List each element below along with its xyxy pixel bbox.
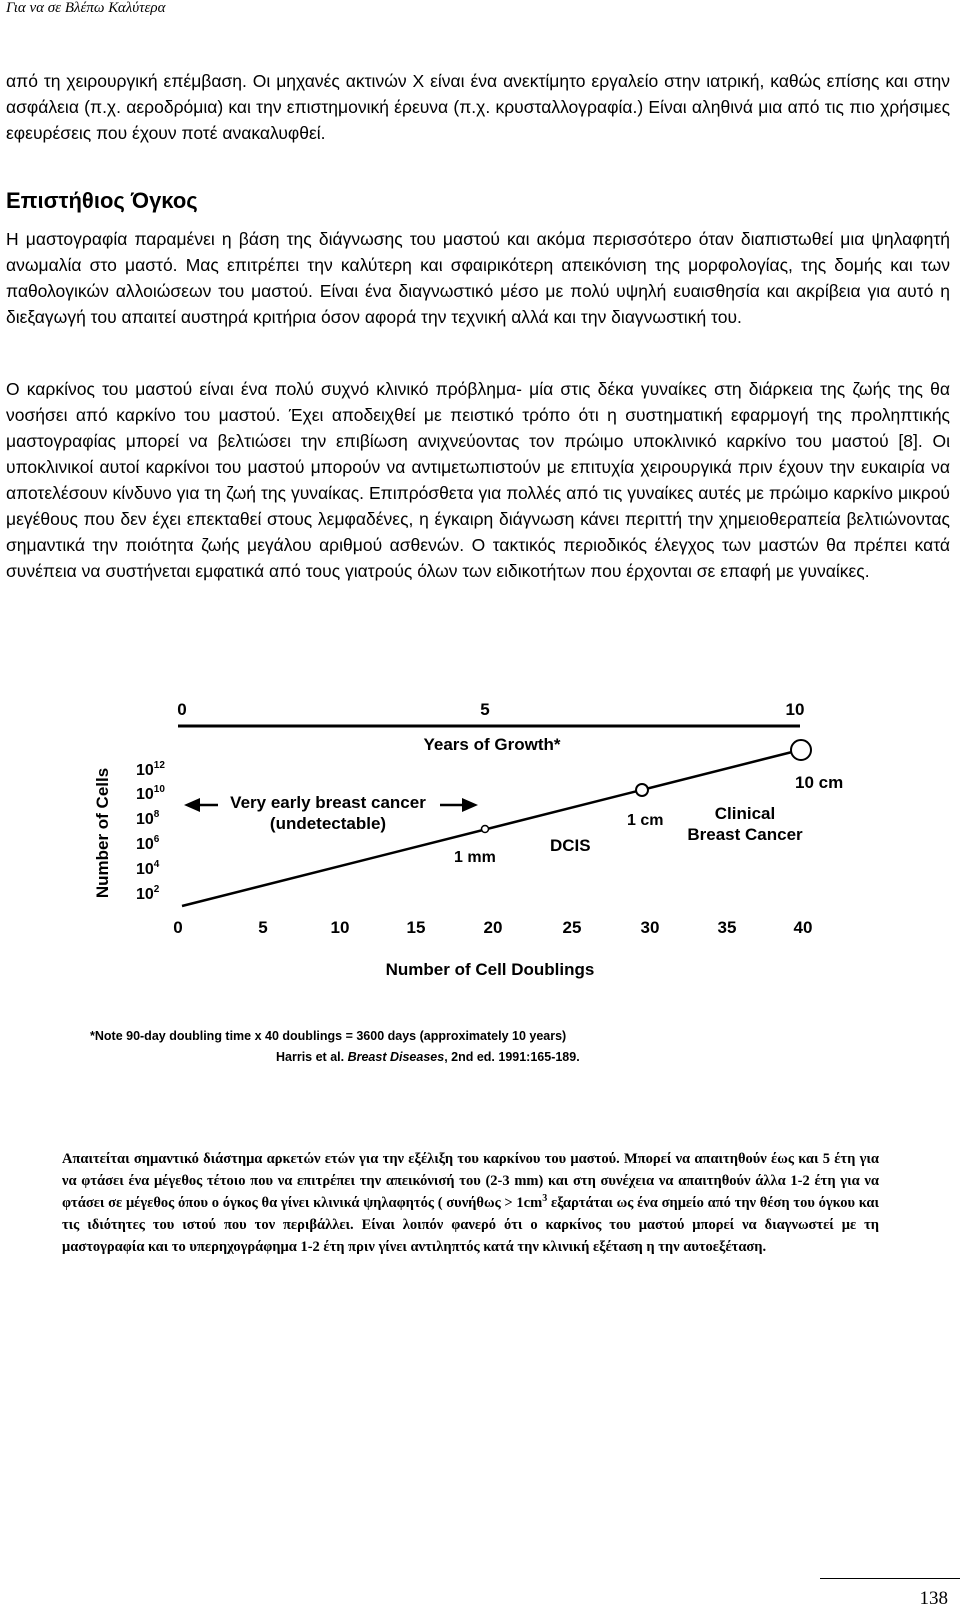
bottom-tick-15: 15 bbox=[406, 918, 426, 937]
annotation-undetectable: (undetectable) bbox=[269, 814, 387, 833]
caption-text-1: Απαιτείται σημαντικό διάστημα αρκετών ετών για την εξέλιξη του καρκίνου του μαστού. Μπορεί να απαιτηθούν έως και 5 έτη για να φτάσει ένα μέγεθος τέτοιο που να επιτρέπει την απεικόνισή του (2-3 mm) και στη συνέχεια να απαιτηθούν άλλα 1-2 έτη για να φτάσει σε μέγεθος όπου ο όγκος θα γίνει κλινικά ψηλαφητός ( συνήθως > 1cm bbox=[62, 1151, 879, 1211]
label-10cm: 10 cm bbox=[795, 773, 844, 792]
top-tick-0: 0 bbox=[177, 700, 187, 719]
running-header: Για να σε Βλέπω Καλύτερα bbox=[6, 0, 166, 16]
marker-1cm bbox=[636, 784, 648, 796]
y-tick-1e8 bbox=[136, 809, 160, 828]
caption-superscript: 3 bbox=[542, 1193, 548, 1205]
bottom-axis-label: Number of Cell Doublings bbox=[385, 960, 595, 979]
paragraph-mammography: Η μαστογραφία παραμένει η βάση της διάγνωσης του μαστού και ακόμα περισσότερο όταν διαπιστωθεί μια ψηλαφητή ανωμαλία στο μαστό. Μας επιτρέπει την καλύτερη και σφαιρικότερη απεικόνιση της μορφολογίας, της δομής και των παθολογικών αλλοιώσεων του μαστού. Είναι ένα διαγνωστικό μέσο με πολύ υψηλή ευαισθησία και ακρίβεια για αυτό η διεξαγωγή του απαιτεί αυστηρά κριτήρια όσον αφορά την τεχνική αλλά και την διαγνωστική του. bbox=[6, 229, 950, 327]
marker-1mm bbox=[482, 826, 489, 833]
bottom-tick-30: 30 bbox=[640, 918, 660, 937]
chart-note: *Note 90-day doubling time x 40 doublings = 3600 days (approximately 10 years) bbox=[90, 1029, 567, 1043]
top-axis-label: Years of Growth* bbox=[423, 735, 561, 754]
svg-text:106: $10^6$ bbox=[136, 834, 160, 853]
bottom-tick-20: 20 bbox=[483, 918, 503, 937]
figure-caption bbox=[62, 1148, 879, 1258]
label-breast-cancer: Breast Cancer bbox=[687, 825, 803, 844]
y-tick-1e6 bbox=[136, 834, 160, 853]
tumor-growth-chart bbox=[60, 700, 880, 1120]
y-tick-1e10 bbox=[136, 784, 165, 803]
bottom-tick-10: 10 bbox=[330, 918, 350, 937]
bottom-tick-5: 5 bbox=[258, 918, 268, 937]
y-axis-label: Number of Cells bbox=[93, 767, 112, 899]
marker-10cm bbox=[791, 740, 811, 760]
y-tick-1e2 bbox=[136, 884, 160, 903]
bottom-tick-40: 40 bbox=[793, 918, 813, 937]
top-tick-10: 10 bbox=[785, 700, 805, 719]
svg-text:1012: $10^{12}$ bbox=[136, 760, 165, 779]
svg-text:1010: $10^{10}$ bbox=[136, 784, 165, 803]
top-tick-5: 5 bbox=[480, 700, 490, 719]
section-heading: Επιστήθιος Όγκος bbox=[6, 188, 198, 213]
paragraph-breast-cancer: Ο καρκίνος του μαστού είναι ένα πολύ συχνό κλινικό πρόβλημα- μία στις δέκα γυναίκες στη διάρκεια της ζωής της θα νοσήσει από καρκίνο του μαστού. Έχει αποδειχθεί με πειστικό τρόπο ότι η συστηματική εφαρμογή της προληπτικής μαστογραφίας μπορεί να βελτιώσει την επιβίωση ανιχνεύοντας τον πρώιμο υποκλινικό καρκίνο του μαστού [8]. Οι υποκλινικοί αυτοί καρκίνοι του μαστού μπορούν να αντιμετωπιστούν με επιτυχία χειρουργικά πριν έχουν την ευκαιρία να αποτελέσουν κίνδυνο για τη ζωή της γυναίκας. Επιπρόσθετα για πολλές από τις γυναίκες αυτές με πρώιμο καρκίνο μικρού μεγέθους που δεν έχει επεκταθεί στους λεμφαδένες, η έγκαιρη διάγνωση κάνει περιττή την χημειοθεραπεία βελτιώνοντας σημαντικά την ποιότητα ζωής μεγάλου αριθμού ασθενών. Ο τακτικός περιοδικός έλεγχος των μαστών θα πρέπει κατά συνέπεια να συστήνεται εμφατικά από τους γιατρούς όλων των ειδικοτήτων που έρχονται σε επαφή με γυναίκες. bbox=[6, 379, 950, 581]
label-1mm: 1 mm bbox=[454, 849, 496, 866]
y-tick-1e4 bbox=[136, 859, 160, 878]
page-number: 138 bbox=[919, 1588, 948, 1609]
bottom-tick-35: 35 bbox=[717, 918, 737, 937]
chart-reference: Harris et al. Breast Diseases, 2nd ed. 1991:165-189. bbox=[276, 1050, 580, 1064]
bottom-tick-0: 0 bbox=[173, 918, 183, 937]
caption-text-2: εξαρτάται ως ένα σημείο από την θέση του όγκου και τις ιδιότητες του ιστού που τον περιβάλλει. Είναι λοιπόν φανερό ότι ο καρκίνος του μαστού μπορεί να διαγνωστεί με τη μαστογραφία και το υπερηχογράφημα 1-2 έτη πριν γίνει αντιληπτός κατά την κλινική εξέταση η την αυτοεξέταση. bbox=[62, 1195, 879, 1255]
svg-text:104: $10^4$ bbox=[136, 859, 160, 878]
svg-text:102: $10^2$ bbox=[136, 884, 160, 903]
annotation-very-early: Very early breast cancer bbox=[230, 793, 426, 812]
bottom-tick-25: 25 bbox=[562, 918, 582, 937]
label-1cm: 1 cm bbox=[627, 812, 664, 829]
footer-rule bbox=[820, 1578, 960, 1579]
label-clinical: Clinical bbox=[714, 804, 776, 823]
label-dcis: DCIS bbox=[550, 836, 591, 855]
svg-text:108: $10^8$ bbox=[136, 809, 160, 828]
intro-paragraph: από τη χειρουργική επέμβαση. Οι μηχανές ακτινών Χ είναι ένα ανεκτίμητο εργαλείο στην ιατρική, καθώς επίσης και στην ασφάλεια (π.χ. αεροδρόμια) και την επιστημονική έρευνα (π.χ. κρυσταλλογραφία.) Είναι αληθινά μια από τις πιο χρήσιμες εφευρέσεις που έχουν ποτέ ανακαλυφθεί. bbox=[6, 71, 950, 143]
y-tick-1e12 bbox=[136, 760, 165, 779]
